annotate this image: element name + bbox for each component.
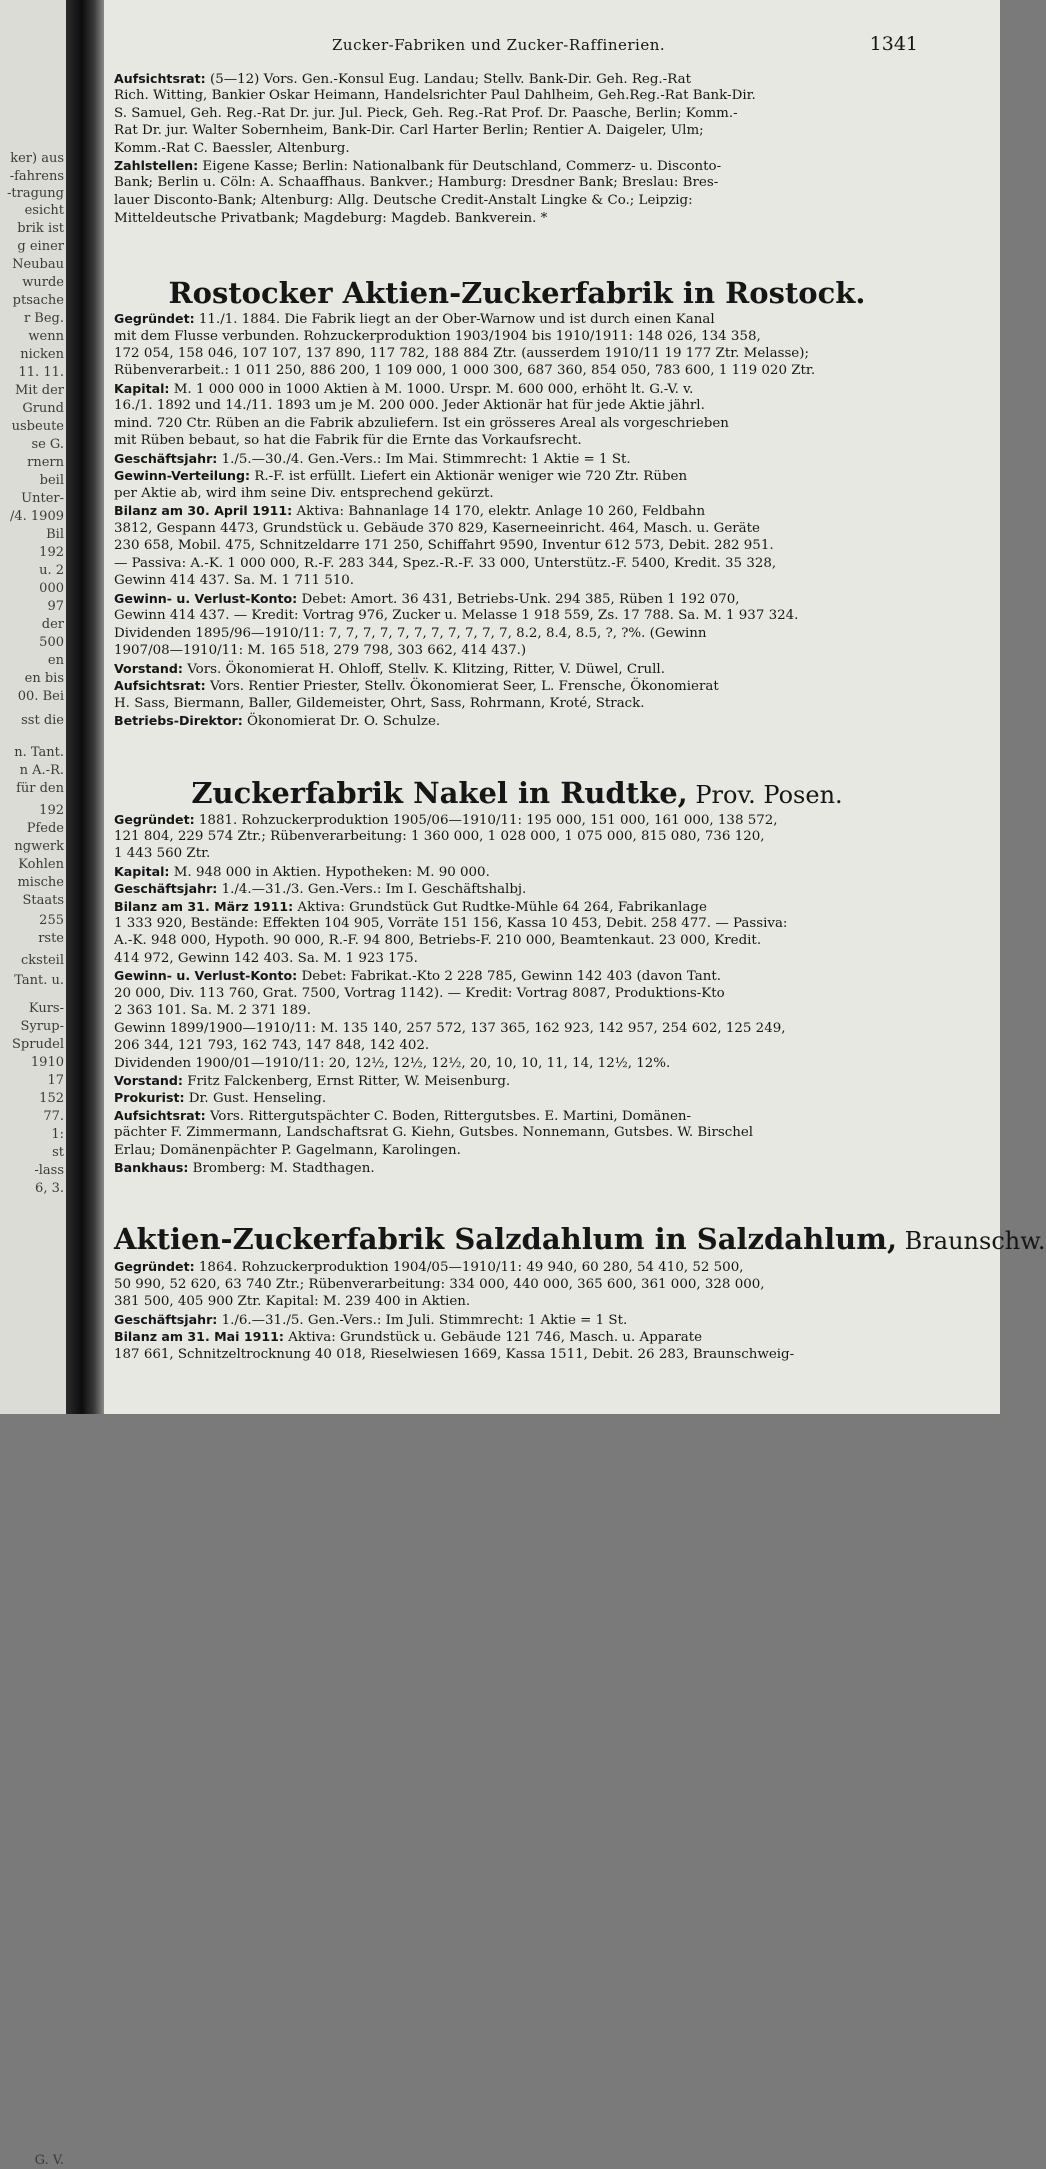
text-line: Rübenverarbeit.: 1 011 250, 886 200, 1 109 000, 1 000 300, 687 360, 854 050, 783 600, 1 119 020 Ztr. xyxy=(114,363,816,378)
field-label: Bilanz am 31. Mai 1911: xyxy=(114,1329,284,1344)
left-page-text: Grund xyxy=(22,401,64,416)
company-heading xyxy=(114,1222,1046,1258)
book-gutter xyxy=(66,0,106,1414)
text-line: 381 500, 405 900 Ztr. Kapital: M. 239 400 in Aktien. xyxy=(114,1294,471,1309)
left-page-text: /4. 1909 xyxy=(10,509,64,524)
left-page-text: cksteil xyxy=(20,953,64,968)
left-page-text: 000 xyxy=(39,581,64,596)
left-page-text: -fahrens xyxy=(9,169,64,184)
company-region: Braunschw. xyxy=(897,1227,1046,1255)
company-title: Rostocker Aktien-Zuckerfabrik in Rostock. xyxy=(168,276,866,310)
left-page-text: 152 xyxy=(39,1091,64,1106)
text-line: Geschäftsjahr: 1./6.—31./5. Gen.-Vers.: Im Juli. Stimmrecht: 1 Aktie = 1 St. xyxy=(114,1312,628,1328)
text-line: Aufsichtsrat: (5—12) Vors. Gen.-Konsul Eug. Landau; Stellv. Bank-Dir. Geh. Reg.-Rat xyxy=(114,71,691,87)
left-page-text: der xyxy=(41,617,64,632)
field-label: Zahlstellen: xyxy=(114,158,199,173)
left-page-text: brik ist xyxy=(17,221,64,236)
text-line: Erlau; Domänenpächter P. Gagelmann, Karolingen. xyxy=(114,1143,461,1158)
left-page-text: 1910 xyxy=(30,1055,64,1070)
left-page-text: ker) aus xyxy=(10,151,64,166)
left-page-text: 500 xyxy=(39,635,64,650)
text-line: Gewinn-Verteilung: R.-F. ist erfüllt. Liefert ein Aktionär weniger wie 720 Ztr. Rüben xyxy=(114,468,688,484)
field-label: Gegründet: xyxy=(114,812,195,827)
text-line: 2 363 101. Sa. M. 2 371 189. xyxy=(114,1003,311,1018)
left-page-text: st xyxy=(52,1145,64,1160)
text-line: Gewinn 414 437. — Kredit: Vortrag 976, Zucker u. Melasse 1 918 559, Zs. 17 788. Sa. M. 1 937 324. xyxy=(114,608,799,623)
left-page-text: 00. Bei xyxy=(17,689,64,704)
text-line: Gewinn- u. Verlust-Konto: Debet: Amort. 36 431, Betriebs-Unk. 294 385, Rüben 1 192 070, xyxy=(114,591,740,607)
text-line: Komm.-Rat C. Baessler, Altenburg. xyxy=(114,141,350,156)
field-label: Geschäftsjahr: xyxy=(114,881,218,896)
left-page-text: r Beg. xyxy=(23,311,64,326)
field-label: Gewinn- u. Verlust-Konto: xyxy=(114,591,298,606)
text-line: S. Samuel, Geh. Reg.-Rat Dr. jur. Jul. Pieck, Geh. Reg.-Rat Prof. Dr. Paasche, Berlin; Komm.- xyxy=(114,106,738,121)
field-label: Aufsichtsrat: xyxy=(114,1108,206,1123)
field-label: Bilanz am 31. März 1911: xyxy=(114,899,294,914)
text-line: 1 333 920, Bestände: Effekten 104 905, Vorräte 151 156, Kassa 10 453, Debit. 258 477. — Passiva: xyxy=(114,916,788,931)
left-page-text: en xyxy=(47,653,64,668)
text-line: Bankhaus: Bromberg: M. Stadthagen. xyxy=(114,1160,375,1176)
left-page-text: 1: xyxy=(51,1127,64,1142)
company-title: Aktien-Zuckerfabrik Salzdahlum in Salzdahlum, xyxy=(114,1222,898,1256)
left-page-text: G. V. xyxy=(34,2153,64,2168)
text-line: Gegründet: 1864. Rohzuckerproduktion 1904/05—1910/11: 49 940, 60 280, 54 410, 52 500, xyxy=(114,1259,744,1275)
field-label: Vorstand: xyxy=(114,1073,183,1088)
book-page xyxy=(104,0,1046,1414)
left-page-text: 77. xyxy=(43,1109,64,1124)
field-label: Aufsichtsrat: xyxy=(114,678,206,693)
left-page-text: n A.-R. xyxy=(19,763,64,778)
left-page-text: u. 2 xyxy=(39,563,64,578)
company-heading xyxy=(114,276,920,310)
text-line: mind. 720 Ctr. Rüben an die Fabrik abzuliefern. Ist ein grösseres Areal als vorgeschrieben xyxy=(114,416,729,431)
text-line: Bilanz am 30. April 1911: Aktiva: Bahnanlage 14 170, elektr. Anlage 10 260, Feldbahn xyxy=(114,503,706,519)
text-line: Bilanz am 31. Mai 1911: Aktiva: Grundstück u. Gebäude 121 746, Masch. u. Apparate xyxy=(114,1329,703,1345)
text-line: Gegründet: 1881. Rohzuckerproduktion 1905/06—1910/11: 195 000, 151 000, 161 000, 138 572, xyxy=(114,812,778,828)
field-label: Gewinn-Verteilung: xyxy=(114,468,251,483)
left-page-text: usbeute xyxy=(11,419,64,434)
text-line: 230 658, Mobil. 475, Schnitzeldarre 171 250, Schiffahrt 9590, Inventur 612 573, Debit. 282 951. xyxy=(114,538,774,553)
text-line: 50 990, 52 620, 63 740 Ztr.; Rübenverarbeitung: 334 000, 440 000, 365 600, 361 000, 328 000, xyxy=(114,1277,765,1292)
left-page-text: rnern xyxy=(27,455,64,470)
left-page-text: n. Tant. xyxy=(14,745,64,760)
left-page-text: für den xyxy=(16,781,64,796)
left-page-text: Pfede xyxy=(26,821,64,836)
left-page-text: Bil xyxy=(46,527,64,542)
text-line: 1 443 560 Ztr. xyxy=(114,846,211,861)
left-page-text: wurde xyxy=(22,275,64,290)
field-label: Vorstand: xyxy=(114,661,183,676)
field-label: Bankhaus: xyxy=(114,1160,189,1175)
left-page-text: Sprudel xyxy=(12,1037,64,1052)
text-line: Dividenden 1900/01—1910/11: 20, 12½, 12½, 12½, 20, 10, 10, 11, 14, 12½, 12%. xyxy=(114,1056,671,1071)
text-line: 172 054, 158 046, 107 107, 137 890, 117 782, 188 884 Ztr. (ausserdem 1910/11 19 177 Ztr. Melasse); xyxy=(114,346,809,361)
left-page-text: Kohlen xyxy=(18,857,64,872)
text-line: Bilanz am 31. März 1911: Aktiva: Grundstück Gut Rudtke-Mühle 64 264, Fabrikanlage xyxy=(114,899,707,915)
text-line: 3812, Gespann 4473, Grundstück u. Gebäude 370 829, Kaserneeinricht. 464, Masch. u. Geräte xyxy=(114,521,760,536)
text-line: Kapital: M. 1 000 000 in 1000 Aktien à M. 1000. Urspr. M. 600 000, erhöht lt. G.-V. v. xyxy=(114,381,694,397)
text-line: Gewinn 414 437. Sa. M. 1 711 510. xyxy=(114,573,355,588)
text-line: Rat Dr. jur. Walter Sobernheim, Bank-Dir. Carl Harter Berlin; Rentier A. Daigeler, Ulm; xyxy=(114,123,704,138)
left-page-text: 192 xyxy=(39,803,64,818)
left-page-text: esicht xyxy=(24,203,64,218)
left-page-text: 17 xyxy=(47,1073,64,1088)
text-line: Aufsichtsrat: Vors. Rittergutspächter C. Boden, Rittergutsbes. E. Martini, Domänen- xyxy=(114,1108,692,1124)
left-page-text: Unter- xyxy=(21,491,64,506)
company-heading xyxy=(114,776,920,812)
text-line: per Aktie ab, wird ihm seine Div. entsprechend gekürzt. xyxy=(114,486,494,501)
field-label: Geschäftsjahr: xyxy=(114,451,218,466)
text-line: Aufsichtsrat: Vors. Rentier Priester, Stellv. Ökonomierat Seer, L. Frensche, Ökonomierat xyxy=(114,678,719,694)
left-page-text: en bis xyxy=(24,671,64,686)
text-line: Gewinn- u. Verlust-Konto: Debet: Fabrikat.-Kto 2 228 785, Gewinn 142 403 (davon Tant. xyxy=(114,968,721,984)
text-line: pächter F. Zimmermann, Landschaftsrat G. Kiehn, Gutsbes. Nonnemann, Gutsbes. W. Birschel xyxy=(114,1125,754,1140)
left-page-text: Tant. u. xyxy=(14,973,64,988)
company-region: Prov. Posen. xyxy=(687,781,843,809)
field-label: Kapital: xyxy=(114,864,170,879)
field-label: Gegründet: xyxy=(114,1259,195,1274)
text-line: Geschäftsjahr: 1./4.—31./3. Gen.-Vers.: Im I. Geschäftshalbj. xyxy=(114,881,527,897)
text-line: A.-K. 948 000, Hypoth. 90 000, R.-F. 94 800, Betriebs-F. 210 000, Beamtenkaut. 23 000, Kredit. xyxy=(114,933,762,948)
left-page-text: 192 xyxy=(39,545,64,560)
left-page-text: -tragung xyxy=(7,186,64,201)
left-page-text: 255 xyxy=(39,913,64,928)
field-label: Betriebs-Direktor: xyxy=(114,713,243,728)
left-page-text: mische xyxy=(17,875,64,890)
text-line: Prokurist: Dr. Gust. Henseling. xyxy=(114,1090,327,1106)
text-line: Vorstand: Fritz Falckenberg, Ernst Ritter, W. Meisenburg. xyxy=(114,1073,511,1089)
text-line: Bank; Berlin u. Cöln: A. Schaaffhaus. Bankver.; Hamburg: Dresdner Bank; Breslau: Bres- xyxy=(114,175,719,190)
left-page-text: Mit der xyxy=(14,383,64,398)
left-page-text: sst die xyxy=(21,713,64,728)
text-line: 20 000, Div. 113 760, Grat. 7500, Vortrag 1142). — Kredit: Vortrag 8087, Produktions-Kto xyxy=(114,986,725,1001)
field-label: Geschäftsjahr: xyxy=(114,1312,218,1327)
text-line: Mitteldeutsche Privatbank; Magdeburg: Magdeb. Bankverein. * xyxy=(114,211,548,226)
left-page-text: Syrup- xyxy=(20,1019,64,1034)
left-page-text: 11. 11. xyxy=(18,365,64,380)
left-page-text: wenn xyxy=(28,329,64,344)
text-line: Rich. Witting, Bankier Oskar Heimann, Handelsrichter Paul Dahlheim, Geh.Reg.-Rat Bank-Dir. xyxy=(114,88,756,103)
text-line: Zahlstellen: Eigene Kasse; Berlin: Nationalbank für Deutschland, Commerz- u. Disconto- xyxy=(114,158,722,174)
text-line: mit dem Flusse verbunden. Rohzuckerproduktion 1903/1904 bis 1910/1911: 148 026, 134 358, xyxy=(114,329,761,344)
text-line: 1907/08—1910/11: M. 165 518, 279 798, 303 662, 414 437.) xyxy=(114,643,527,658)
text-line: Dividenden 1895/96—1910/11: 7, 7, 7, 7, 7, 7, 7, 7, 7, 7, 7, 8.2, 8.4, 8.5, ?, ?%. (Gewinn xyxy=(114,626,707,641)
left-page-fragment xyxy=(0,0,66,2168)
text-line: 206 344, 121 793, 162 743, 147 848, 142 402. xyxy=(114,1038,430,1053)
text-line: 121 804, 229 574 Ztr.; Rübenverarbeitung: 1 360 000, 1 028 000, 1 075 000, 815 080, 736 120, xyxy=(114,829,765,844)
left-page-text: Neubau xyxy=(12,257,64,272)
left-page-text: rste xyxy=(38,931,64,946)
left-page-text: se G. xyxy=(31,437,64,452)
field-label: Gegründet: xyxy=(114,311,195,326)
left-page-text: Staats xyxy=(22,893,64,908)
field-label: Prokurist: xyxy=(114,1090,185,1105)
left-page-text: ngwerk xyxy=(14,839,64,854)
text-line: Gewinn 1899/1900—1910/11: M. 135 140, 257 572, 137 365, 162 923, 142 957, 254 602, 125 249, xyxy=(114,1021,786,1036)
left-page-text: nicken xyxy=(20,347,64,362)
text-line: 187 661, Schnitzeltrocknung 40 018, Rieselwiesen 1669, Kassa 1511, Debit. 26 283, Braunschweig- xyxy=(114,1347,795,1362)
text-line: mit Rüben bebaut, so hat die Fabrik für die Ernte das Vorkaufsrecht. xyxy=(114,433,582,448)
left-page-text: ptsache xyxy=(12,293,64,308)
field-label: Bilanz am 30. April 1911: xyxy=(114,503,293,518)
text-line: 414 972, Gewinn 142 403. Sa. M. 1 923 175. xyxy=(114,951,418,966)
left-page-text: g einer xyxy=(17,239,64,254)
field-label: Gewinn- u. Verlust-Konto: xyxy=(114,968,298,983)
text-line: 16./1. 1892 und 14./11. 1893 um je M. 200 000. Jeder Aktionär hat für jede Aktie jährl. xyxy=(114,398,705,413)
text-line: Geschäftsjahr: 1./5.—30./4. Gen.-Vers.: Im Mai. Stimmrecht: 1 Aktie = 1 St. xyxy=(114,451,631,467)
text-line: H. Sass, Biermann, Baller, Gildemeister, Ohrt, Sass, Rohrmann, Kroté, Strack. xyxy=(114,696,645,711)
text-line: Betriebs-Direktor: Ökonomierat Dr. O. Schulze. xyxy=(114,713,441,729)
left-page-text: Kurs- xyxy=(28,1001,64,1016)
left-page-text: -lass xyxy=(34,1163,64,1178)
field-label: Kapital: xyxy=(114,381,170,396)
left-page-text: 6, 3. xyxy=(35,1181,64,1196)
running-header: Zucker-Fabriken und Zucker-Raffinerien. xyxy=(332,36,666,54)
text-line: Gegründet: 11./1. 1884. Die Fabrik liegt an der Ober-Warnow und ist durch einen Kanal xyxy=(114,311,715,327)
text-line: Kapital: M. 948 000 in Aktien. Hypotheken: M. 90 000. xyxy=(114,864,490,880)
left-page-text: beil xyxy=(39,473,64,488)
field-label: Aufsichtsrat: xyxy=(114,71,206,86)
page-number: 1341 xyxy=(869,33,918,55)
left-page-text: 97 xyxy=(47,599,64,614)
text-line: — Passiva: A.-K. 1 000 000, R.-F. 283 344, Spez.-R.-F. 33 000, Unterstütz.-F. 5400, Kredit. 35 328, xyxy=(114,556,777,571)
text-line: lauer Disconto-Bank; Altenburg: Allg. Deutsche Credit-Anstalt Lingke & Co.; Leipzig: xyxy=(114,193,693,208)
company-title: Zuckerfabrik Nakel in Rudtke, xyxy=(191,776,688,810)
text-line: Vorstand: Vors. Ökonomierat H. Ohloff, Stellv. K. Klitzing, Ritter, V. Düwel, Crull. xyxy=(114,661,665,677)
